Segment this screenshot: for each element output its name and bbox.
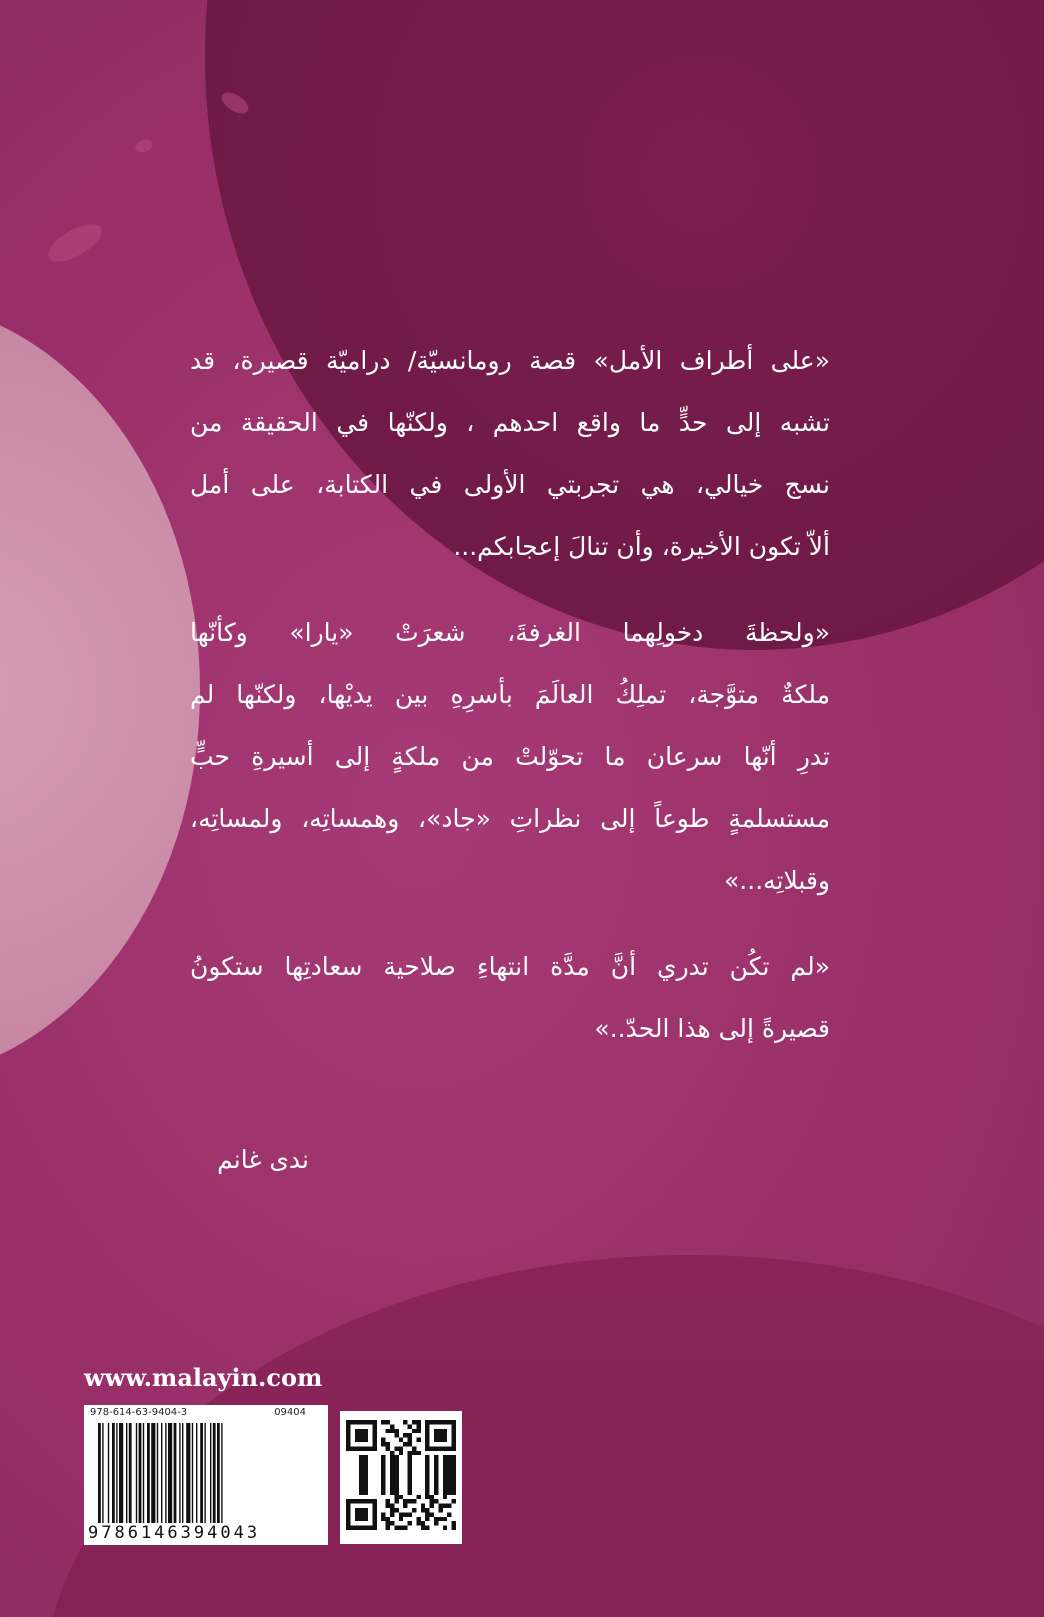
- blurb-line: تدرِ أنّها سرعان ما تحوّلتْ من ملكةٍ إلى أسيرةِ حبٍّ: [190, 742, 830, 771]
- blurb-paragraph-3: [190, 936, 830, 1060]
- isbn-barcode: [84, 1405, 328, 1545]
- blurb-paragraph-1: [190, 330, 830, 578]
- isbn-number: 978-614-63-9404-3: [90, 1407, 188, 1418]
- qr-code[interactable]: [340, 1411, 462, 1544]
- blurb-line: قصيرةً إلى هذا الحدّ..»: [594, 1014, 830, 1043]
- blurb-line: مستسلمةٍ طوعاً إلى نظراتِ «جاد»، وهمساتِه، ولمساتِه،: [190, 804, 830, 833]
- price-code: 09404: [274, 1407, 306, 1418]
- blurb-text: [190, 330, 830, 1060]
- blurb-line: وقبلاتِه...»: [724, 866, 830, 895]
- blurb-line: ألاّ تكون الأخيرة، وأن تنالَ إعجابكم...: [453, 532, 830, 561]
- light-circle-decoration: [0, 300, 200, 1080]
- blurb-line: «ولحظةَ دخولِهما الغرفةَ، شعرَتْ «يارا» وكأنّها: [190, 618, 830, 647]
- author-name: ندى غانم: [217, 1145, 309, 1174]
- barcode-digits: 9786146394043: [88, 1523, 261, 1543]
- petal-decoration: [134, 139, 154, 154]
- publisher-website[interactable]: www.malayin.com: [84, 1363, 323, 1392]
- blurb-line: نسج خيالي، هي تجربتي الأولى في الكتابة، على أمل: [190, 470, 830, 499]
- barcode-bars: [96, 1423, 318, 1523]
- qr-code-icon: [346, 1420, 456, 1530]
- blurb-line: ملكةٌ متوَّجة، تملِكُ العالَمَ بأسرِهِ بين يديْها، ولكنّها لم: [190, 680, 830, 709]
- blurb-paragraph-2: [190, 602, 830, 912]
- blurb-line: تشبه إلى حدٍّ ما واقع احدهم ، ولكنّها في الحقيقة من: [190, 408, 830, 437]
- blurb-line: «على أطراف الأمل» قصة رومانسيّة/ دراميّة قصيرة، قد: [190, 346, 830, 375]
- petal-decoration: [42, 219, 107, 268]
- blurb-line: «لم تكُن تدري أنَّ مدَّة انتهاءِ صلاحية سعادتِها ستكونُ: [190, 952, 830, 981]
